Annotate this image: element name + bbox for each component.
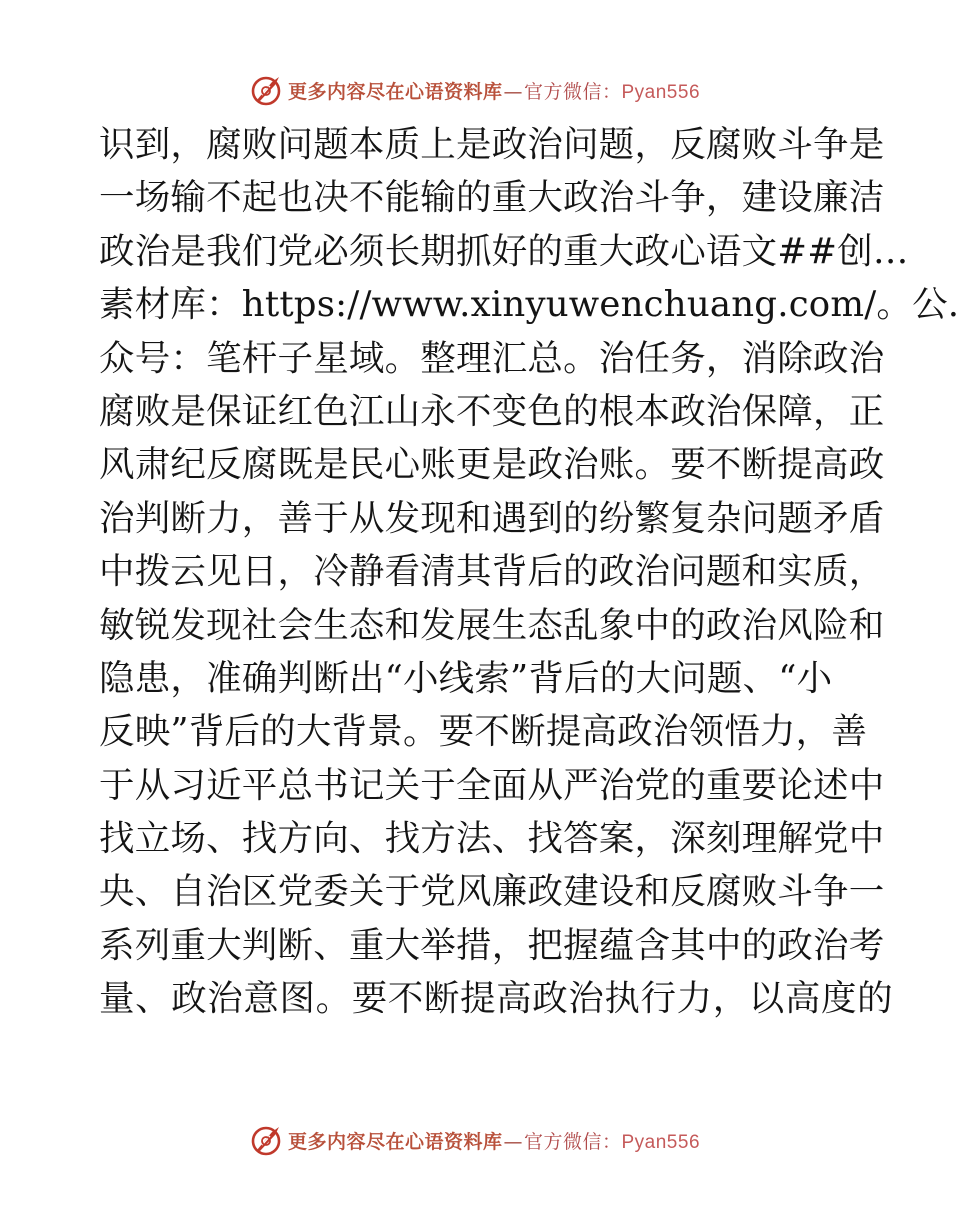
banner-contact-label: 官方微信： xyxy=(523,1130,622,1153)
text-line: 系列重大判断、重大举措，把握蕴含其中的政治考 xyxy=(99,924,885,966)
banner-brand: 更多内容尽在心语资料库 xyxy=(287,1130,503,1153)
banner-contact-label: 官方微信： xyxy=(523,80,622,103)
text-line: 找立场、找方向、找方法、找答案，深刻理解党中 xyxy=(99,818,885,860)
text-line: 素材库：https://www.xinyuwenchuang.com/。公. xyxy=(99,284,959,326)
body-text xyxy=(99,118,959,1026)
text-line: 政治是我们党必须长期抓好的重大政心语文##创… xyxy=(99,230,909,272)
text-line: 反映”背后的大背景。要不断提高政治领悟力，善 xyxy=(99,711,868,753)
quill-pen-logo-icon xyxy=(250,1123,284,1157)
footer-banner xyxy=(0,1120,950,1160)
text-line: 识到，腐败问题本质上是政治问题，反腐败斗争是 xyxy=(99,124,885,165)
header-banner-text xyxy=(288,77,700,104)
header-banner xyxy=(0,70,950,110)
banner-contact-id: Pyan556 xyxy=(621,81,701,103)
text-line: 量、政治意图。要不断提高政治执行力，以高度的 xyxy=(99,978,894,1020)
text-line: 隐患，准确判断出“小线索”背后的大问题、“小 xyxy=(99,657,833,699)
banner-separator: — xyxy=(503,1130,523,1153)
banner-brand: 更多内容尽在心语资料库 xyxy=(287,80,503,103)
text-line: 风肃纪反腐既是民心账更是政治账。要不断提高政 xyxy=(99,444,885,486)
text-line: 于从习近平总书记关于全面从严治党的重要论述中 xyxy=(99,764,885,806)
banner-separator: — xyxy=(503,80,523,103)
banner-contact-id: Pyan556 xyxy=(621,1131,701,1153)
quill-pen-logo-icon xyxy=(250,73,284,107)
text-line: 腐败是保证红色江山永不变色的根本政治保障，正 xyxy=(99,390,885,432)
text-line: 敏锐发现社会生态和发展生态乱象中的政治风险和 xyxy=(99,604,885,646)
text-line: 治判断力，善于从发现和遇到的纷繁复杂问题矛盾 xyxy=(99,497,885,539)
text-line: 众号：笔杆子星域。整理汇总。治任务，消除政治 xyxy=(99,337,885,379)
footer-banner-text xyxy=(288,1127,700,1154)
text-line: 一场输不起也决不能输的重大政治斗争，建设廉洁 xyxy=(99,177,885,219)
text-line: 中拨云见日，冷静看清其背后的政治问题和实质， xyxy=(99,551,885,593)
text-line: 央、自治区党委关于党风廉政建设和反腐败斗争一 xyxy=(99,871,885,913)
